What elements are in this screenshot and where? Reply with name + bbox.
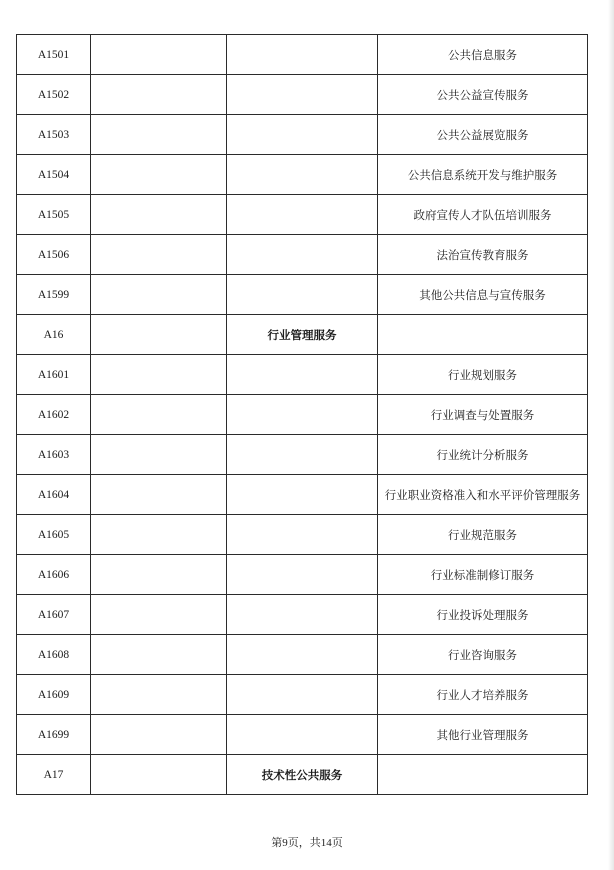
service-name-cell: 政府宣传人才队伍培训服务 [378, 195, 588, 235]
table-row [17, 675, 588, 715]
category-level2-cell [227, 435, 378, 475]
service-name-cell: 行业人才培养服务 [378, 675, 588, 715]
table-row [17, 195, 588, 235]
category-level1-cell [91, 595, 227, 635]
table-row [17, 235, 588, 275]
category-level2-cell [227, 355, 378, 395]
service-catalog-table [16, 34, 588, 795]
category-level2-cell [227, 635, 378, 675]
service-name-cell: 行业投诉处理服务 [378, 595, 588, 635]
category-level1-cell [91, 715, 227, 755]
item-code-cell: A1606 [17, 555, 91, 595]
service-name-cell: 行业职业资格准入和水平评价管理服务 [378, 475, 588, 515]
service-name-cell: 行业规划服务 [378, 355, 588, 395]
category-level1-cell [91, 275, 227, 315]
category-level2-cell [227, 395, 378, 435]
category-level2-cell [227, 515, 378, 555]
category-level2-cell [227, 75, 378, 115]
service-name-cell: 法治宣传教育服务 [378, 235, 588, 275]
item-code-cell: A1605 [17, 515, 91, 555]
table-row [17, 515, 588, 555]
catalog-table-body [17, 35, 588, 795]
category-level1-cell [91, 635, 227, 675]
category-level2-cell [227, 275, 378, 315]
item-code-cell: A1602 [17, 395, 91, 435]
item-code-cell: A17 [17, 755, 91, 795]
category-level1-cell [91, 75, 227, 115]
item-code-cell: A16 [17, 315, 91, 355]
category-level2-cell [227, 115, 378, 155]
category-level2-cell [227, 555, 378, 595]
scan-edge-shadow [608, 0, 614, 870]
service-name-cell: 公共公益宣传服务 [378, 75, 588, 115]
table-row [17, 435, 588, 475]
category-level1-cell [91, 195, 227, 235]
category-level2-cell [227, 155, 378, 195]
table-row [17, 115, 588, 155]
item-code-cell: A1604 [17, 475, 91, 515]
table-row [17, 475, 588, 515]
service-name-cell: 行业咨询服务 [378, 635, 588, 675]
category-level1-cell [91, 395, 227, 435]
item-code-cell: A1504 [17, 155, 91, 195]
category-level1-cell [91, 155, 227, 195]
table-row [17, 555, 588, 595]
table-row [17, 635, 588, 675]
item-code-cell: A1505 [17, 195, 91, 235]
service-name-cell: 行业调查与处置服务 [378, 395, 588, 435]
page-number-footer: 第9页，共14页 [271, 837, 343, 849]
category-level2-cell: 行业管理服务 [227, 315, 378, 355]
table-row [17, 355, 588, 395]
item-code-cell: A1607 [17, 595, 91, 635]
item-code-cell: A1502 [17, 75, 91, 115]
service-name-cell: 其他公共信息与宣传服务 [378, 275, 588, 315]
category-level2-cell [227, 675, 378, 715]
category-level1-cell [91, 315, 227, 355]
item-code-cell: A1603 [17, 435, 91, 475]
category-level1-cell [91, 35, 227, 75]
item-code-cell: A1506 [17, 235, 91, 275]
table-row [17, 275, 588, 315]
category-level1-cell [91, 435, 227, 475]
table-row [17, 595, 588, 635]
service-name-cell: 公共公益展览服务 [378, 115, 588, 155]
item-code-cell: A1503 [17, 115, 91, 155]
service-name-cell [378, 755, 588, 795]
item-code-cell: A1599 [17, 275, 91, 315]
category-level2-cell [227, 235, 378, 275]
table-row [17, 755, 588, 795]
category-level1-cell [91, 355, 227, 395]
category-level2-cell [227, 715, 378, 755]
category-level1-cell [91, 235, 227, 275]
category-level2-cell [227, 35, 378, 75]
category-level1-cell [91, 475, 227, 515]
service-name-cell: 行业统计分析服务 [378, 435, 588, 475]
item-code-cell: A1608 [17, 635, 91, 675]
category-level1-cell [91, 115, 227, 155]
item-code-cell: A1699 [17, 715, 91, 755]
category-level1-cell [91, 515, 227, 555]
service-name-cell: 行业标准制修订服务 [378, 555, 588, 595]
table-row [17, 155, 588, 195]
table-row [17, 315, 588, 355]
category-level1-cell [91, 555, 227, 595]
service-name-cell: 公共信息服务 [378, 35, 588, 75]
category-level2-cell: 技术性公共服务 [227, 755, 378, 795]
category-level1-cell [91, 755, 227, 795]
table-row [17, 715, 588, 755]
table-row [17, 35, 588, 75]
service-name-cell: 公共信息系统开发与维护服务 [378, 155, 588, 195]
category-level2-cell [227, 595, 378, 635]
service-name-cell: 行业规范服务 [378, 515, 588, 555]
category-level2-cell [227, 195, 378, 235]
item-code-cell: A1609 [17, 675, 91, 715]
service-name-cell: 其他行业管理服务 [378, 715, 588, 755]
category-level1-cell [91, 675, 227, 715]
item-code-cell: A1501 [17, 35, 91, 75]
table-row [17, 75, 588, 115]
service-name-cell [378, 315, 588, 355]
category-level2-cell [227, 475, 378, 515]
item-code-cell: A1601 [17, 355, 91, 395]
table-row [17, 395, 588, 435]
